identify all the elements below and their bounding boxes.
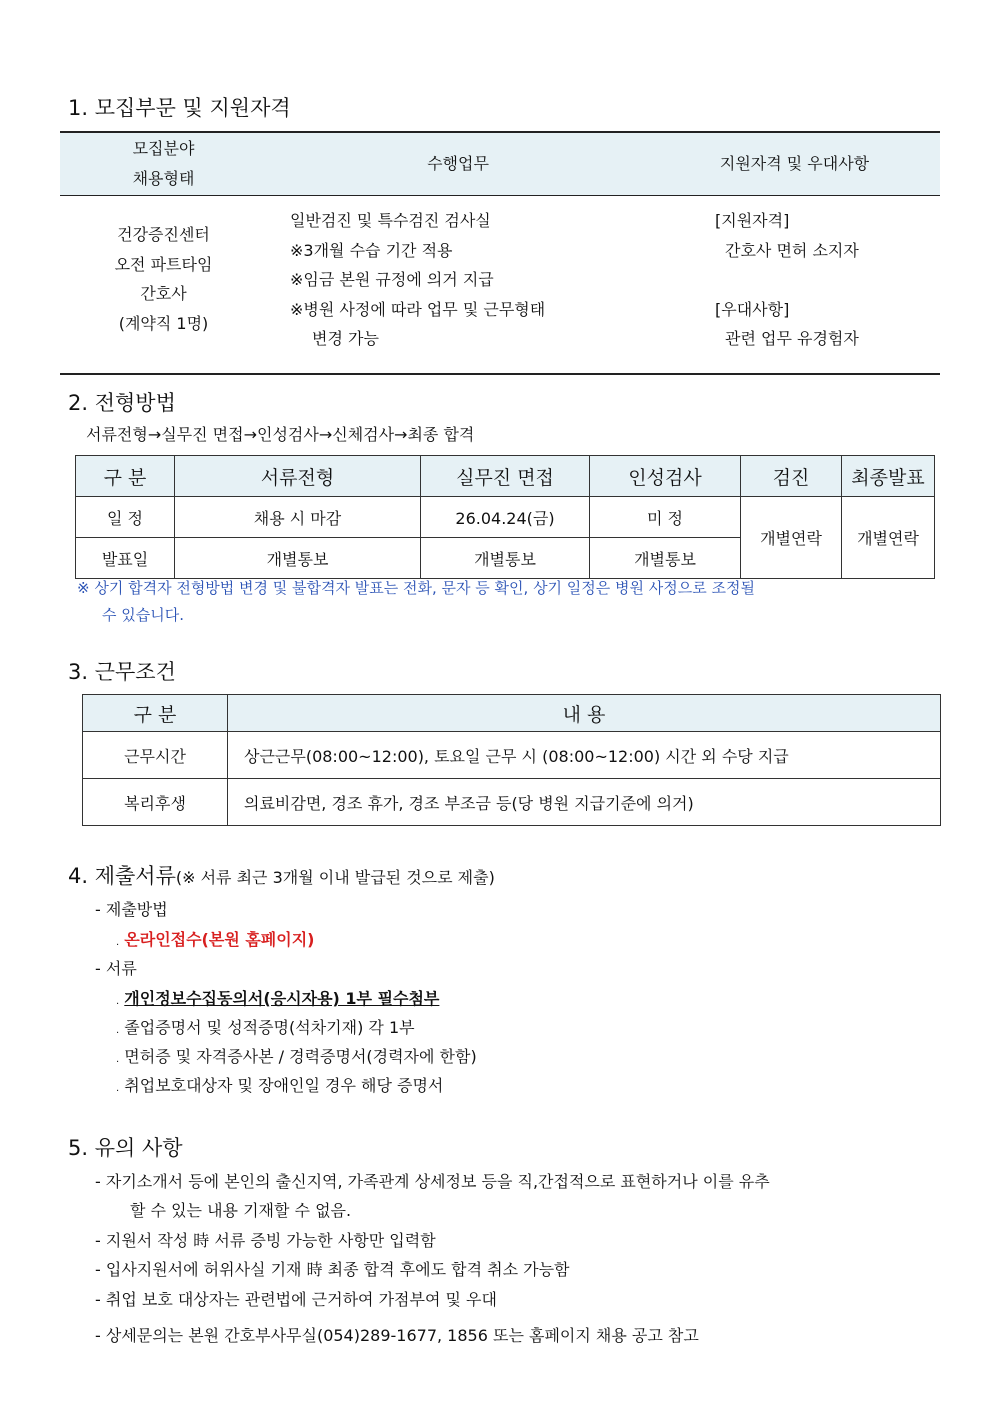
header-document: 서류전형 <box>175 456 421 497</box>
duty-line: ※임금 본원 규정에 의거 지급 <box>290 270 494 289</box>
announce-interview: 개별통보 <box>421 538 590 579</box>
header-duty: 수행업무 <box>267 132 649 196</box>
selection-table <box>75 455 935 579</box>
header-field-line2: 채용형태 <box>132 169 195 188</box>
selection-note-line2: 수 있습니다. <box>102 606 184 624</box>
announce-document: 개별통보 <box>175 538 421 579</box>
row-announce-label: 발표일 <box>76 538 175 579</box>
header-category: 구 분 <box>83 695 228 732</box>
header-field-line1: 모집분야 <box>132 139 195 158</box>
notice-item-cont: 할 수 있는 내용 기재할 수 없음. <box>130 1201 352 1220</box>
document-item: . 개인정보수집동의서(응시자용) 1부 필수첨부 <box>116 989 440 1008</box>
header-final: 최종발표 <box>842 456 935 497</box>
section-4-title: 4. 제출서류 <box>68 864 176 888</box>
conditions-table <box>82 694 941 826</box>
document-item-text: 면허증 및 자격증사본 / 경력증명서(경력자에 한함) <box>124 1047 477 1066</box>
announce-aptitude: 개별통보 <box>590 538 741 579</box>
header-field <box>60 132 267 196</box>
section-2-title: 2. 전형방법 <box>68 391 176 415</box>
selection-flow: 서류전형→실무진 면접→인성검사→신체검사→최종 합격 <box>86 425 475 444</box>
qual-line: 간호사 면허 소지자 <box>725 240 859 260</box>
final-merged: 개별연락 <box>842 497 935 579</box>
section-3-title: 3. 근무조건 <box>68 660 176 684</box>
notice-item: - 지원서 작성 時 서류 증빙 가능한 사항만 입력함 <box>95 1231 436 1250</box>
field-line: 건강증진센터 <box>117 225 210 244</box>
row-schedule-label: 일 정 <box>76 497 175 538</box>
row-content: 의료비감면, 경조 휴가, 경조 부조금 등(당 병원 지급기준에 의거) <box>228 779 941 826</box>
row-label: 근무시간 <box>83 732 228 779</box>
header-qual: 지원자격 및 우대사항 <box>649 132 940 196</box>
qual-line: [우대사항] <box>715 299 790 319</box>
field-cell <box>60 196 267 375</box>
duty-line: ※병원 사정에 따라 업무 및 근무형태 <box>290 299 546 319</box>
notice-item: - 상세문의는 본원 간호부사무실(054)289-1677, 1856 또는 홈페이지 채용 공고 참고 <box>95 1326 699 1345</box>
field-line: 오전 파트타임 <box>114 254 213 274</box>
row-label: 복리후생 <box>83 779 228 826</box>
header-aptitude: 인성검사 <box>590 456 741 497</box>
schedule-aptitude: 미 정 <box>590 497 741 538</box>
document-item-text: 취업보호대상자 및 장애인일 경우 해당 증명서 <box>124 1076 444 1095</box>
schedule-interview: 26.04.24(금) <box>421 497 590 538</box>
section-4-title-note: (※ 서류 최근 3개월 이내 발급된 것으로 제출) <box>175 868 495 887</box>
duty-line: 일반검진 및 특수검진 검사실 <box>290 211 491 230</box>
section-4-heading <box>68 860 495 890</box>
field-line: 간호사 <box>140 284 187 303</box>
field-line: (계약직 1명) <box>118 313 209 333</box>
notice-item: - 자기소개서 등에 본인의 출신지역, 가족관계 상세정보 등을 직,간접적으로 표현하거나 이를 유추 <box>95 1172 770 1191</box>
row-content: 상근근무(08:00~12:00), 토요일 근무 시 (08:00~12:00) 시간 외 수당 지급 <box>228 732 941 779</box>
duty-line: 변경 가능 <box>312 329 379 348</box>
duty-cell <box>267 196 649 375</box>
notice-item: - 취업 보호 대상자는 관련법에 근거하여 가점부여 및 우대 <box>95 1290 497 1309</box>
header-checkup: 검진 <box>741 456 842 497</box>
section-5-title: 5. 유의 사항 <box>68 1136 183 1160</box>
header-interview: 실무진 면접 <box>421 456 590 497</box>
header-category: 구 분 <box>76 456 175 497</box>
online-submit-text: 온라인접수(본원 홈페이지) <box>124 930 315 949</box>
document-item: . 졸업증명서 및 성적증명(석차기재) 각 1부 <box>116 1018 415 1037</box>
duty-line: ※3개월 수습 기간 적용 <box>290 240 453 260</box>
notice-item: - 입사지원서에 허위사실 기재 時 최종 합격 후에도 합격 취소 가능함 <box>95 1260 570 1279</box>
document-item-text: 졸업증명서 및 성적증명(석차기재) 각 1부 <box>124 1018 415 1037</box>
qual-line: 관련 업무 유경험자 <box>725 329 859 348</box>
document-item-text: 개인정보수집동의서(응시자용) 1부 필수첨부 <box>124 989 440 1008</box>
selection-note-line1: ※ 상기 합격자 전형방법 변경 및 불합격자 발표는 전화, 문자 등 확인, 상기 일정은 병원 사정으로 조정될 <box>77 579 755 597</box>
documents-heading: - 서류 <box>95 959 137 978</box>
section-1-title: 1. 모집부문 및 지원자격 <box>68 96 291 120</box>
submit-method-item: . 온라인접수(본원 홈페이지) <box>116 930 315 949</box>
recruit-table <box>60 131 940 375</box>
document-item: . 취업보호대상자 및 장애인일 경우 해당 증명서 <box>116 1076 444 1095</box>
header-content: 내 용 <box>228 695 941 732</box>
schedule-document: 채용 시 마감 <box>175 497 421 538</box>
document-item: . 면허증 및 자격증사본 / 경력증명서(경력자에 한함) <box>116 1047 477 1066</box>
qual-line: [지원자격] <box>715 211 790 230</box>
checkup-merged: 개별연락 <box>741 497 842 579</box>
submit-method-heading: - 제출방법 <box>95 900 168 919</box>
qual-cell <box>649 196 940 375</box>
